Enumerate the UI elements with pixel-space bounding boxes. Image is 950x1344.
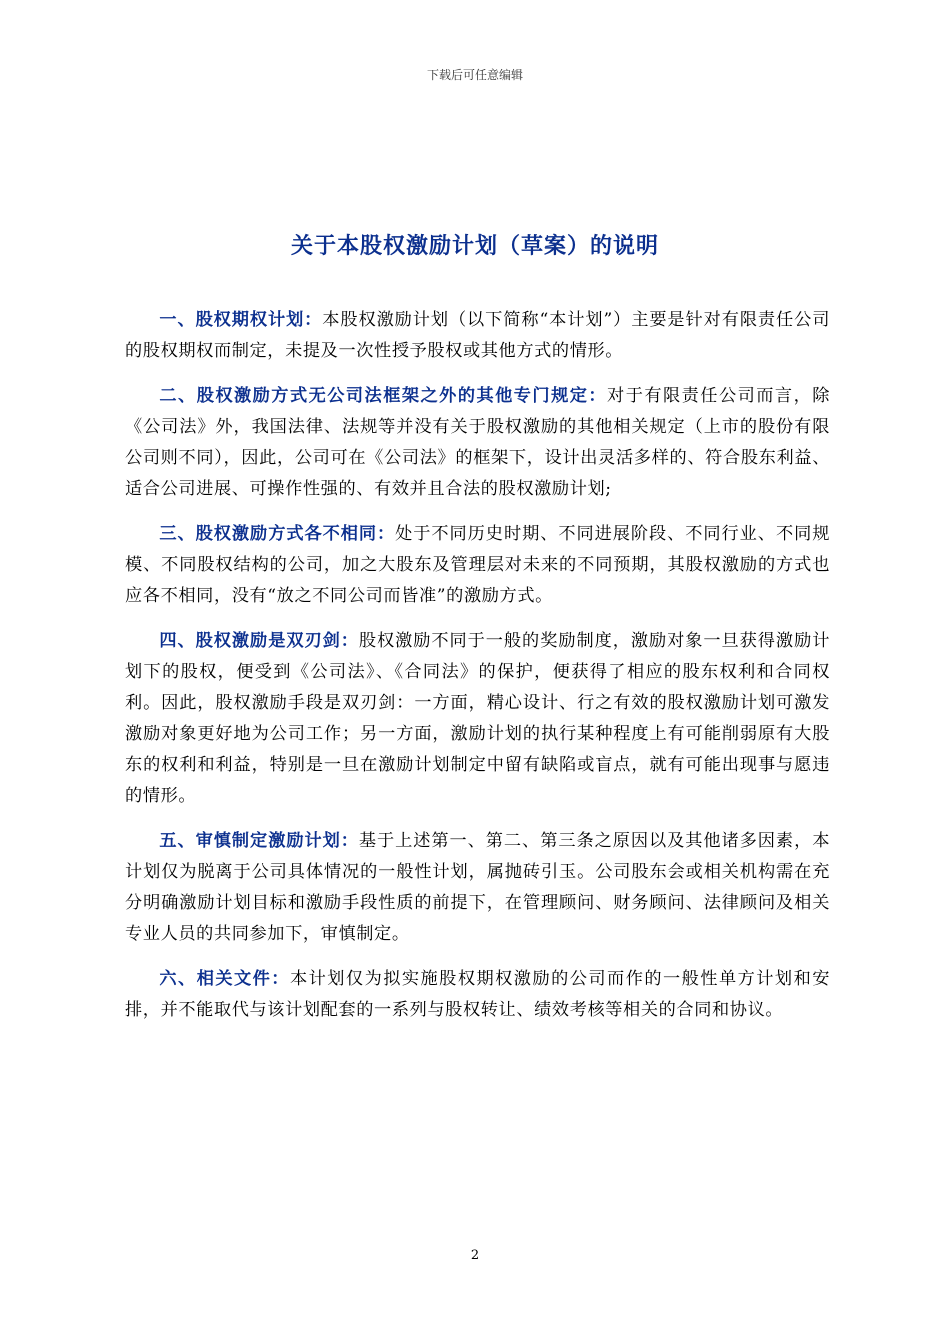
paragraph-5: [125, 826, 830, 950]
paragraph-6-heading: 六、相关文件：: [159, 969, 290, 989]
paragraph-6-text: 本计划仅为拟实施股权期权激励的公司而作的一般性单方计划和安排，并不能取代与该计划配套的一系列与股权转让、绩效考核等相关的合同和协议。: [125, 969, 831, 1020]
paragraph-3-heading: 三、股权激励方式各不相同：: [159, 524, 396, 544]
page-number: 2: [470, 1248, 480, 1263]
document-body: [125, 305, 830, 1040]
paragraph-2: [125, 381, 830, 505]
paragraph-5-text: 基于上述第一、第二、第三条之原因以及其他诸多因素，本计划仅为脱离于公司具体情况的一般性计划，属抛砖引玉。公司股东会或相关机构需在充分明确激励计划目标和激励手段性质的前提下，在管理顾问、财务顾问、法律顾问及相关专业人员的共同参加下，审慎制定。: [125, 831, 830, 944]
paragraph-3-text: 处于不同历史时期、不同进展阶段、不同行业、不同规模、不同股权结构的公司，加之大股东及管理层对未来的不同预期，其股权激励的方式也应各不相同，没有“放之不同公司而皆准”的激励方式。: [125, 524, 830, 606]
paragraph-2-text: 对于有限责任公司而言，除《公司法》外，我国法律、法规等并没有关于股权激励的其他相关规定（上市的股份有限公司则不同），因此，公司可在《公司法》的框架下，设计出灵活多样的、符合股东利益、适合公司进展、可操作性强的、有效并且合法的股权激励计划;: [125, 386, 831, 499]
paragraph-2-heading: 二、股权激励方式无公司法框架之外的其他专门规定：: [159, 386, 608, 406]
paragraph-6: [125, 964, 830, 1026]
paragraph-4: [125, 626, 830, 812]
page-header: 下载后可任意编辑: [426, 68, 523, 82]
paragraph-1: [125, 305, 830, 367]
paragraph-5-heading: 五、审慎制定激励计划：: [159, 831, 359, 851]
document-title: 关于本股权激励计划（草案）的说明: [290, 234, 659, 259]
paragraph-1-heading: 一、股权期权计划：: [159, 310, 323, 330]
paragraph-1-text: 本股权激励计划（以下简称“本计划”）主要是针对有限责任公司的股权期权而制定，未提及一次性授予股权或其他方式的情形。: [125, 310, 830, 361]
paragraph-4-heading: 四、股权激励是双刃剑：: [159, 631, 359, 651]
paragraph-3: [125, 519, 830, 612]
paragraph-4-text: 股权激励不同于一般的奖励制度，激励对象一旦获得激励计划下的股权，便受到《公司法》、《合同法》的保护，便获得了相应的股东权利和合同权利。因此，股权激励手段是双刃剑：一方面，精心设计、行之有效的股权激励计划可激发激励对象更好地为公司工作；另一方面，激励计划的执行某种程度上有可能削弱原有大股东的权利和利益，特别是一旦在激励计划制定中留有缺陷或盲点，就有可能出现事与愿违的情形。: [125, 631, 830, 806]
